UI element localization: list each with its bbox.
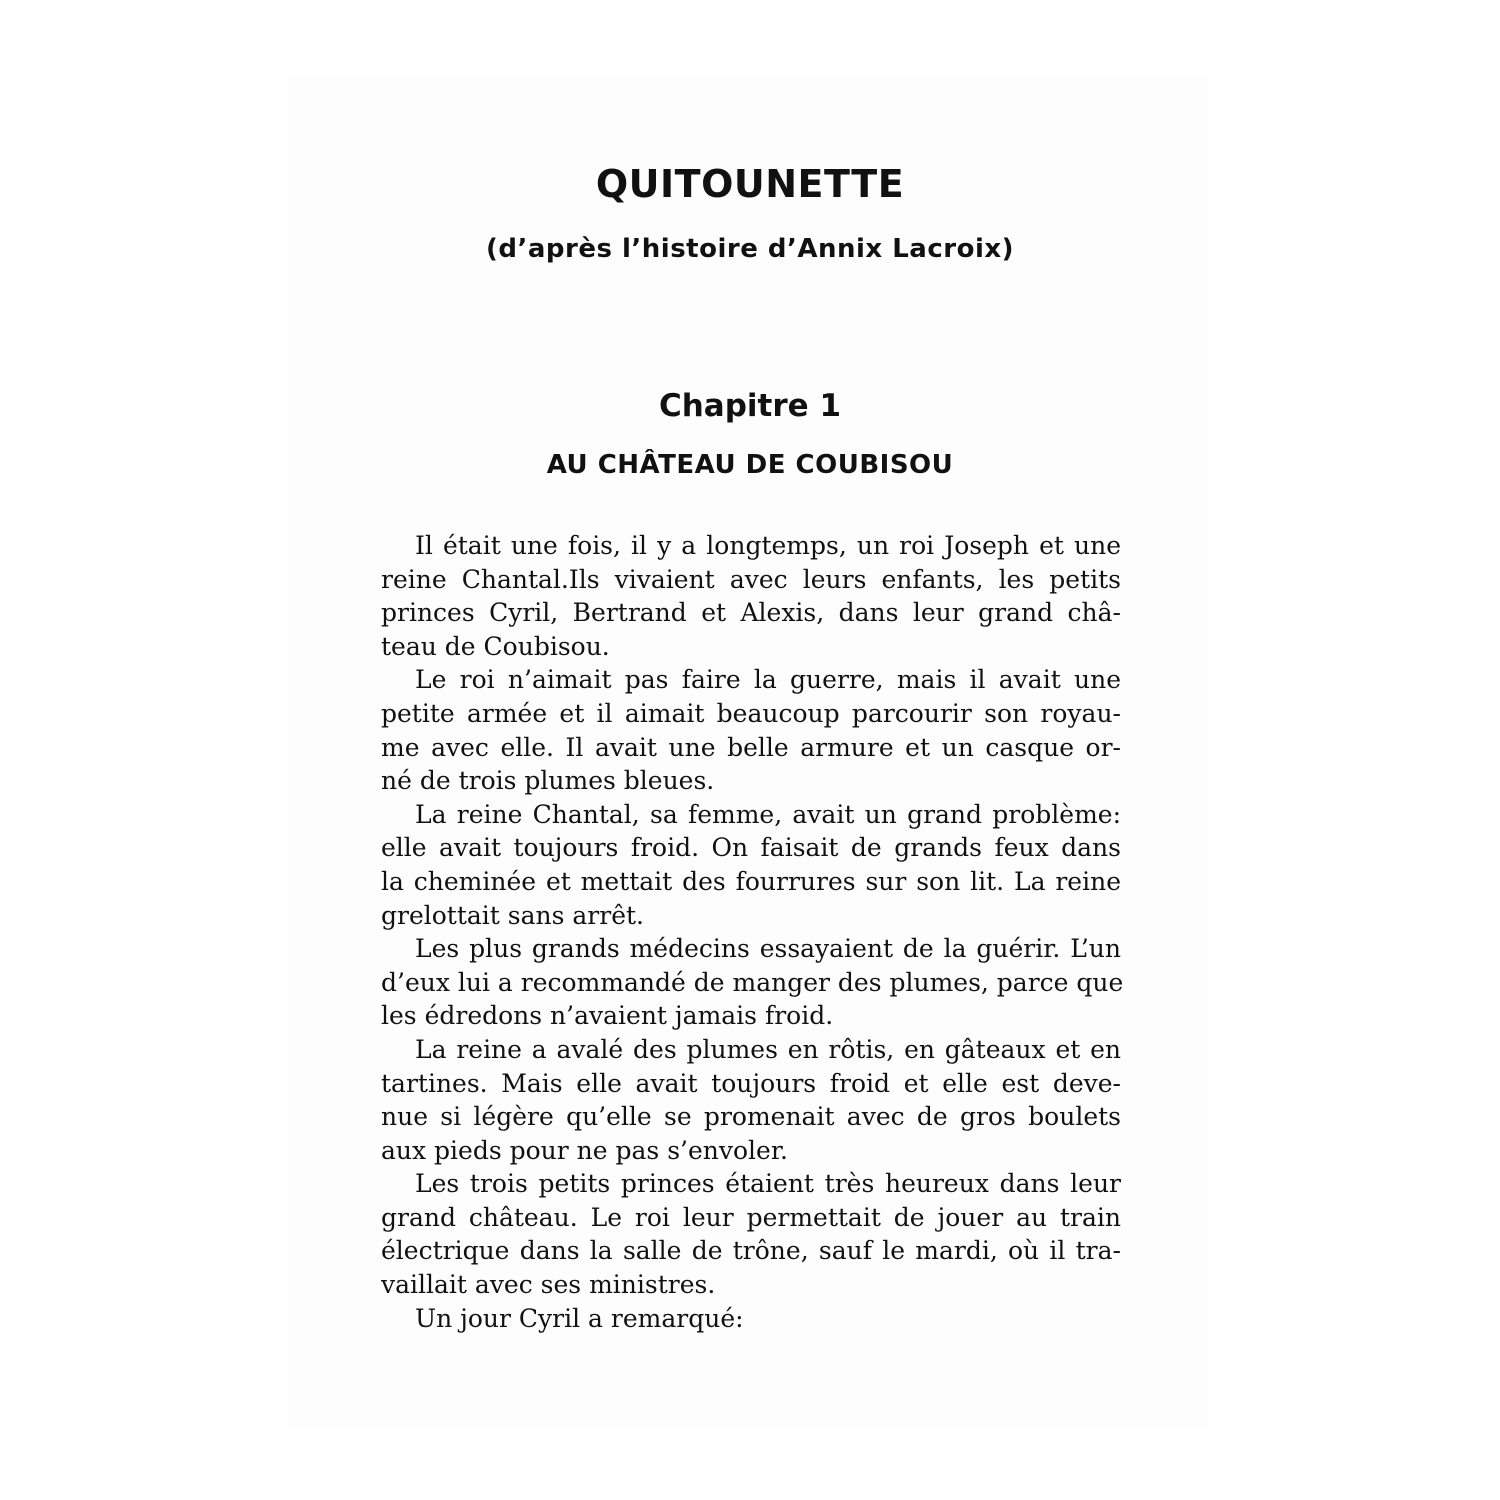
text-line: me avec elle. Il avait une belle armure et un casque or- <box>381 732 1121 762</box>
text-line: La reine a avalé des plumes en rôtis, en gâteaux et en <box>415 1034 1121 1064</box>
text-line: grelottait sans arrêt. <box>381 900 644 930</box>
text-line: aux pieds pour ne pas s’envoler. <box>381 1135 788 1165</box>
text-line: teau de Coubisou. <box>381 631 610 661</box>
text-line: Les plus grands médecins essayaient de la guérir. L’un <box>415 934 1121 964</box>
text-line: électrique dans la salle de trône, sauf le mardi, où il tra- <box>381 1236 1121 1266</box>
text-line: vaillait avec ses ministres. <box>381 1270 716 1300</box>
text-line: reine Chantal.Ils vivaient avec leurs enfants, les petits <box>381 564 1121 594</box>
chapter-body <box>381 529 1124 1335</box>
book-subtitle: (d’après l’histoire d’Annix Lacroix) <box>485 234 1015 264</box>
text-line: nue si légère qu’elle se promenait avec de gros boulets <box>381 1102 1121 1132</box>
text-line: d’eux lui a recommandé de manger des plumes, parce que <box>381 967 1124 997</box>
text-line: les édredons n’avaient jamais froid. <box>381 1001 834 1031</box>
text-line: Il était une fois, il y a longtemps, un roi Joseph et une <box>415 531 1121 560</box>
chapter-number: Chapitre 1 <box>658 388 842 424</box>
text-line: elle avait toujours froid. On faisait de grands feux dans <box>381 833 1121 863</box>
text-line: la cheminée et mettait des fourrures sur son lit. La reine <box>381 866 1121 896</box>
text-line: Le roi n’aimait pas faire la guerre, mais il avait une <box>415 665 1121 695</box>
text-line: tartines. Mais elle avait toujours froid et elle est deve- <box>381 1068 1121 1098</box>
text-line: Les trois petits princes étaient très heureux dans leur <box>415 1169 1121 1199</box>
text-line: princes Cyril, Bertrand et Alexis, dans leur grand châ- <box>381 598 1121 628</box>
text-line: petite armée et il aimait beaucoup parcourir son royau- <box>381 698 1121 728</box>
text-line: La reine Chantal, sa femme, avait un grand problème: <box>415 799 1121 829</box>
chapter-title: AU CHÂTEAU DE COUBISOU <box>546 450 954 480</box>
book-title: QUITOUNETTE <box>595 162 905 206</box>
text-line: Un jour Cyril a remarqué: <box>415 1303 744 1333</box>
text-line: grand château. Le roi leur permettait de jouer au train <box>381 1202 1121 1232</box>
text-line: né de trois plumes bleues. <box>381 766 715 796</box>
